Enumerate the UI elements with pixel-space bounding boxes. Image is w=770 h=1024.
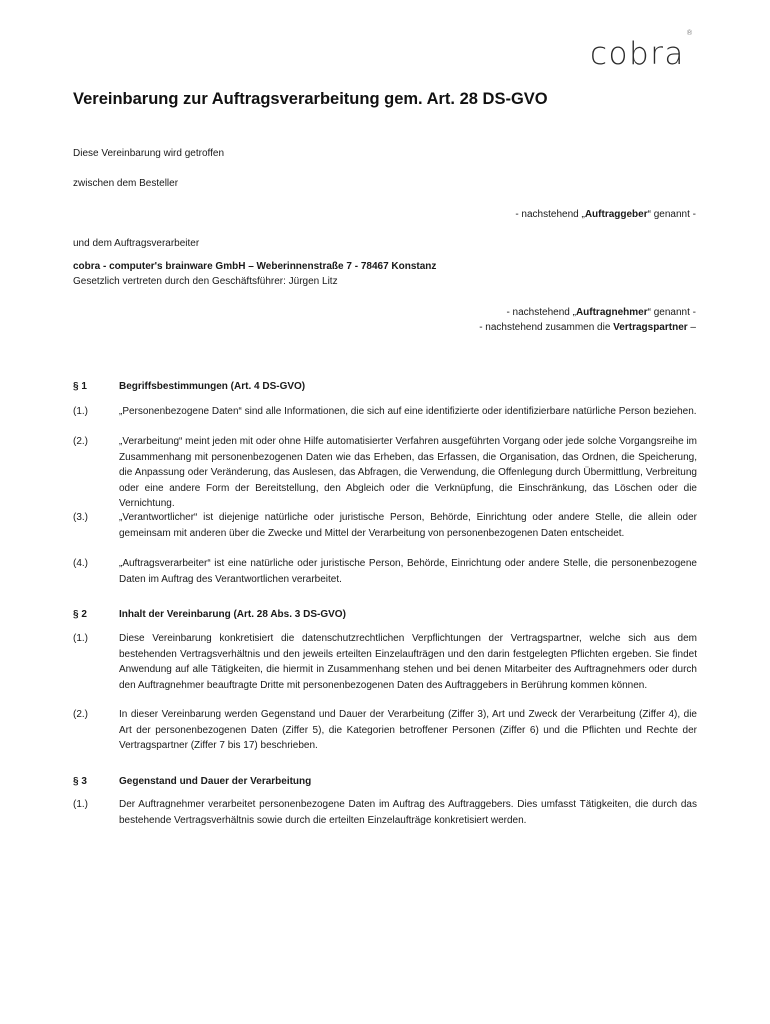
list-item: (1.) Diese Vereinbarung konkretisiert die datenschutzrechtlichen Verpflichtungen der Vertragspartner, welche sich aus dem bestehenden Vertragsverhältnis und den jeweils erteilten Einzelaufträgen und den darin festgelegten Pflichten ergeben. Sie findet Anwendung auf alle Tätigkeiten, die hiermit in Zusammenhang stehen und bei denen Mitarbeiter des Auftragnehmers oder durch den Auftragnehmer beauftragte Dritte mit personenbezogenen Daten des Auftraggebers in Berührung kommen können. bbox=[73, 633, 697, 691]
list-item: (1.) „Personenbezogene Daten“ sind alle Informationen, die sich auf eine identifizierte oder identifizierbare natürliche Person beziehen. bbox=[73, 406, 697, 417]
section-heading: § 2 Inhalt der Vereinbarung (Art. 28 Abs. 3 DS-GVO) bbox=[73, 609, 346, 620]
company-address: cobra - computer's brainware GmbH – Weberinnenstraße 7 - 78467 Konstanz bbox=[73, 261, 437, 272]
section-heading: § 1 Begriffsbestimmungen (Art. 4 DS-GVO) bbox=[73, 381, 306, 392]
contractor-designation: - nachstehend „Auftragnehmer“ genannt - bbox=[506, 307, 696, 318]
section-heading: § 3 Gegenstand und Dauer der Verarbeitung bbox=[73, 776, 312, 787]
representative-line: Gesetzlich vertreten durch den Geschäftsführer: Jürgen Litz bbox=[73, 276, 338, 287]
document-title: Vereinbarung zur Auftragsverarbeitung gem. Art. 28 DS-GVO bbox=[73, 90, 548, 108]
list-item: (3.) „Verantwortlicher“ ist diejenige natürliche oder juristische Person, Behörde, Einrichtung oder andere Stelle, die allein oder gemeinsam mit anderen über die Zwecke und Mittel der Verarbeitung von personenbezogenen Daten entscheidet. bbox=[73, 512, 697, 539]
list-item: (4.) „Auftragsverarbeiter“ ist eine natürliche oder juristische Person, Behörde, Einrichtung oder andere Stelle, die personenbezogene Daten im Auftrag des Verantwortlichen verarbeitet. bbox=[73, 558, 697, 585]
list-item: (2.) In dieser Vereinbarung werden Gegenstand und Dauer der Verarbeitung (Ziffer 3), Art und Zweck der Verarbeitung (Ziffer 4), die Art der personenbezogenen Daten (Ziffer 5), die Kategorien betroffener Personen (Ziffer 6) und die Pflichten und Rechte der Vertragspartner (Ziffer 7 bis 17) beschrieben. bbox=[73, 709, 697, 751]
intro-line: und dem Auftragsverarbeiter bbox=[73, 238, 200, 249]
client-designation: - nachstehend „Auftraggeber“ genannt - bbox=[515, 209, 696, 220]
cobra-logo: cobra® bbox=[590, 28, 693, 72]
parties-designation: - nachstehend zusammen die Vertragspartner – bbox=[479, 322, 696, 333]
intro-line: zwischen dem Besteller bbox=[73, 178, 179, 189]
list-item: (1.) Der Auftragnehmer verarbeitet personenbezogene Daten im Auftrag des Auftraggebers. Dies umfasst Tätigkeiten, die durch das bestehende Vertragsverhältnis sowie durch die erteilten Einzelaufträge konkretisiert werden. bbox=[73, 799, 697, 826]
list-item: (2.) „Verarbeitung“ meint jeden mit oder ohne Hilfe automatisierter Verfahren ausgeführten Vorgang oder jede solche Vorgangsreihe im Zusammenhang mit personenbezogenen Daten wie das Erheben, das Erfassen, die Organisation, das Ordnen, die Speicherung, die Anpassung oder Veränderung, das Auslesen, das Abfragen, die Verwendung, die Offenlegung durch Übermittlung, Verbreitung oder eine andere Form der Bereitstellung, den Abgleich oder die Verknüpfung, die Einschränkung, das Löschen oder die Vernichtung. bbox=[73, 436, 697, 509]
intro-line: Diese Vereinbarung wird getroffen bbox=[73, 148, 225, 159]
